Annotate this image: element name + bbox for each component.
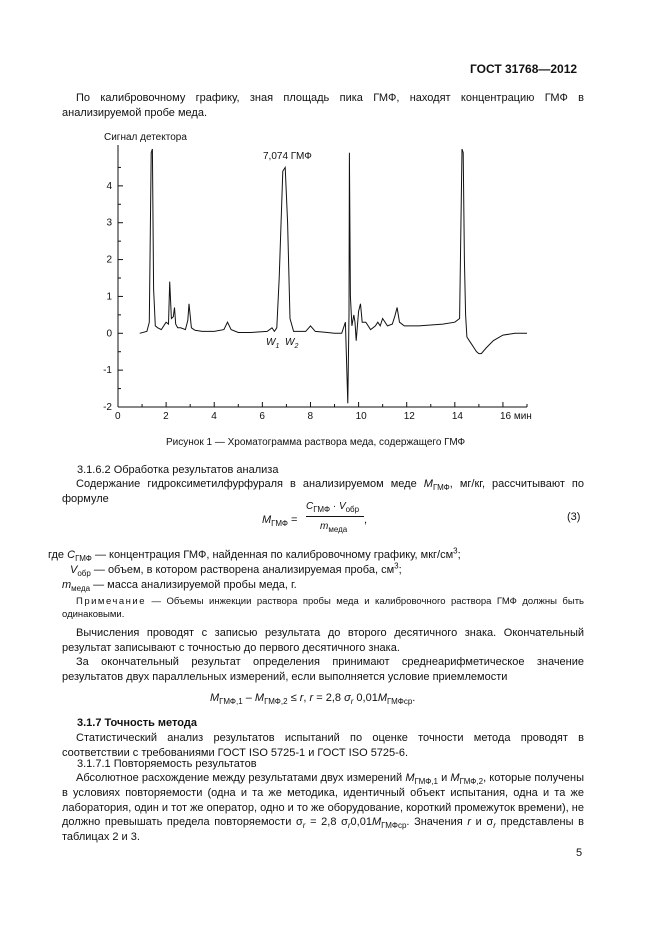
section-317-text: Статистический анализ результатов испытаний по оценке точности метода проводят в соответствии с требованиями ГОСТ ISO 5725-1 и ГОСТ ISO 5725-6. <box>62 732 584 759</box>
x-tick-label: 2 <box>163 411 169 422</box>
document-number: ГОСТ 31768—2012 <box>470 62 578 76</box>
w1-label: $W_1$ <box>266 337 280 350</box>
chromatogram-trace <box>140 149 527 403</box>
figure-caption: Рисунок 1 — Хроматограмма раствора меда, содержащего ГМФ <box>166 437 466 448</box>
y-tick-label: 4 <box>106 180 112 192</box>
y-tick-label: 2 <box>106 254 112 266</box>
calc-paragraph: Вычисления проводят с записью результата до второго десятичного знака. Окончательный результат записывают с точностью до первого десятичного знака. <box>62 627 584 654</box>
intro-paragraph: По калибровочному графику, зная площадь пика ГМФ, находят концентрацию ГМФ в анализируемой пробе меда. <box>62 92 584 119</box>
y-tick-label: 0 <box>106 328 112 340</box>
x-tick-label: 16 мин <box>499 411 532 422</box>
section-317-heading: 3.1.7 Точность метода <box>77 717 197 729</box>
page-number: 5 <box>576 847 583 859</box>
section-3162-text: Содержание гидроксиметилфурфураля в анализируемом меде $M_{ГМФ}$, мг/кг, рассчитывают по формуле <box>62 478 584 505</box>
peak-label: 7,074 ГМФ <box>263 151 312 162</box>
y-axis-label: Сигнал детектора <box>104 132 187 143</box>
where-list <box>48 548 588 593</box>
x-tick-label: 4 <box>211 411 217 422</box>
where-item: где $C_{ГМФ}$ — концентрация ГМФ, найденная по калибровочному графику, мкг/$см^3$; <box>48 546 461 564</box>
x-tick-label: 12 <box>403 411 415 422</box>
x-tick-label: 14 <box>451 411 463 422</box>
formula-3-number: (3) <box>567 511 581 523</box>
y-tick-label: 3 <box>106 217 112 229</box>
section-3171-heading: 3.1.7.1 Повторяемость результатов <box>77 758 257 770</box>
y-tick-label: 1 <box>106 291 112 303</box>
x-tick-label: 0 <box>115 411 121 422</box>
note: Примечание — Объемы инжекции раствора пробы меда и калибровочного раствора ГМФ должны быть одинаковыми. <box>62 596 584 620</box>
w2-label: $W_2$ <box>285 337 299 350</box>
x-tick-label: 10 <box>355 411 367 422</box>
acceptance-condition: $M_{ГМФ,1} - M_{ГМФ,2} \le r$, r = 2,8 $\sigma_r$ $0,01M_{ГМФср}$. <box>210 692 416 707</box>
section-3171-text: Абсолютное расхождение между результатами двух измерений $M_{ГМФ,1}$ и $M_{ГМФ,2}$, которые получены в условиях повторяемости (одна и та же методика, идентичный объект испытания, одна и та же лаборатория, один и тот же оператор, одно и то же оборудование, короткий промежуток времени), не должно превышать предела повторяемости $\sigma_r = 2,8$ $\sigma_r0,01M_{ГМФср}$. Значения r и $\sigma_r$ представлены в таблицах 2 и 3. <box>62 772 585 844</box>
y-tick-label: -2 <box>103 402 112 413</box>
final-paragraph: За окончательный результат определения принимают среднеарифметическое значение результатов двух параллельных измерений, если выполняется условие приемлемости <box>62 656 584 683</box>
chromatogram-chart <box>90 128 550 433</box>
x-tick-label: 8 <box>307 411 314 422</box>
where-item: $V_{обр}$ — объем, в котором растворена анализируемая проба, $см^3$; <box>70 561 402 579</box>
where-item: $m_{меда}$ — масса анализируемой пробы меда, г. <box>62 579 297 594</box>
section-3162-heading: 3.1.6.2 Обработка результатов анализа <box>77 464 279 476</box>
y-tick-label: -1 <box>103 365 112 377</box>
x-tick-label: 6 <box>259 411 265 422</box>
